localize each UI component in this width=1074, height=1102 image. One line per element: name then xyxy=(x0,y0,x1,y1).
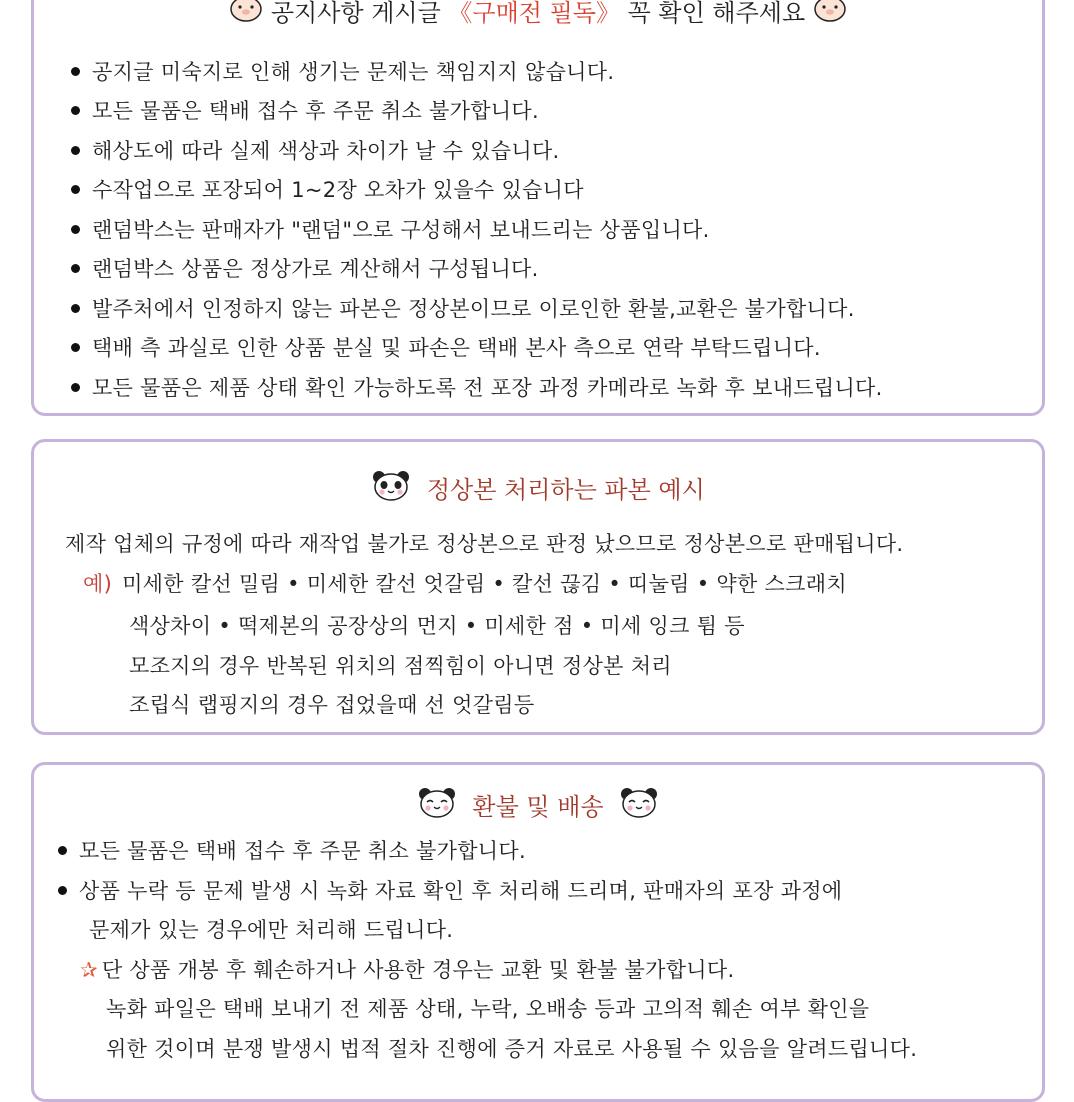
defect-card xyxy=(31,439,1045,735)
list-item: 발주처에서 인정하지 않는 파본은 정상본이므로 이로인한 환불,교환은 불가합니다. xyxy=(71,293,855,323)
example-line: 조립식 랩핑지의 경우 접었을때 선 엇갈림등 xyxy=(129,693,535,717)
refund-title: 환불 및 배송 xyxy=(34,787,1042,828)
pig-face-icon xyxy=(229,0,263,29)
panda-face-icon xyxy=(417,785,457,825)
example-line: 예) 미세한 칼선 밀림 • 미세한 칼선 엇갈림 • 칼선 끊김 • 띠눌림 • 약한 스크래치 xyxy=(83,572,847,596)
panda-face-icon xyxy=(371,468,411,508)
note-line: 위한 것이며 분쟁 발생시 법적 절차 진행에 증거 자료로 사용될 수 있음을 알려드립니다. xyxy=(106,1037,918,1061)
bullet-icon xyxy=(71,264,80,273)
note-line: ✰ 단 상품 개봉 후 훼손하거나 사용한 경우는 교환 및 환불 불가합니다. xyxy=(80,958,735,982)
bullet-icon xyxy=(71,106,80,115)
bullet-icon xyxy=(71,225,80,234)
list-item: 수작업으로 포장되어 1~2장 오차가 있을수 있습니다 xyxy=(71,174,584,204)
pig-face-icon xyxy=(813,0,847,29)
bullet-icon xyxy=(58,886,67,895)
bullet-icon xyxy=(71,343,80,352)
list-item-continued: 문제가 있는 경우에만 처리해 드립니다. xyxy=(89,918,454,942)
list-item: 모든 물품은 택배 접수 후 주문 취소 불가합니다. xyxy=(71,95,539,125)
star-icon: ✰ xyxy=(80,958,98,982)
refund-card xyxy=(31,762,1045,1102)
bullet-icon xyxy=(71,185,80,194)
panda-face-icon xyxy=(619,785,659,825)
notice-title: 공지사항 게시글 《구매전 필독》 꼭 확인 해주세요 xyxy=(34,0,1042,32)
list-item: 랜덤박스 상품은 정상가로 계산해서 구성됩니다. xyxy=(71,253,539,283)
bullet-icon xyxy=(58,846,67,855)
example-line: 모조지의 경우 반복된 위치의 점찍힘이 아니면 정상본 처리 xyxy=(129,654,672,678)
list-item: 상품 누락 등 문제 발생 시 녹화 자료 확인 후 처리해 드리며, 판매자의 포장 과정에 xyxy=(58,875,842,905)
list-item: 모든 물품은 택배 접수 후 주문 취소 불가합니다. xyxy=(58,835,526,865)
example-label: 예) xyxy=(83,572,113,596)
notice-card xyxy=(31,0,1045,416)
bullet-icon xyxy=(71,146,80,155)
defect-title: 정상본 처리하는 파본 예시 xyxy=(34,470,1042,511)
bullet-icon xyxy=(71,383,80,392)
list-item: 택배 측 과실로 인한 상품 분실 및 파손은 택배 본사 측으로 연락 부탁드립니다. xyxy=(71,332,821,362)
list-item: 공지글 미숙지로 인해 생기는 문제는 책임지지 않습니다. xyxy=(71,56,614,86)
list-item: 해상도에 따라 실제 색상과 차이가 날 수 있습니다. xyxy=(71,135,560,165)
bullet-icon xyxy=(71,304,80,313)
example-line: 색상차이 • 떡제본의 공장상의 먼지 • 미세한 점 • 미세 잉크 튐 등 xyxy=(129,614,745,638)
list-item: 랜덤박스는 판매자가 "랜덤"으로 구성해서 보내드리는 상품입니다. xyxy=(71,214,710,244)
list-item: 모든 물품은 제품 상태 확인 가능하도록 전 포장 과정 카메라로 녹화 후 보내드립니다. xyxy=(71,372,883,402)
defect-intro: 제작 업체의 규정에 따라 재작업 불가로 정상본으로 판정 났으므로 정상본으로 판매됩니다. xyxy=(65,532,904,556)
bullet-icon xyxy=(71,67,80,76)
note-line: 녹화 파일은 택배 보내기 전 제품 상태, 누락, 오배송 등과 고의적 훼손 여부 확인을 xyxy=(106,997,870,1021)
